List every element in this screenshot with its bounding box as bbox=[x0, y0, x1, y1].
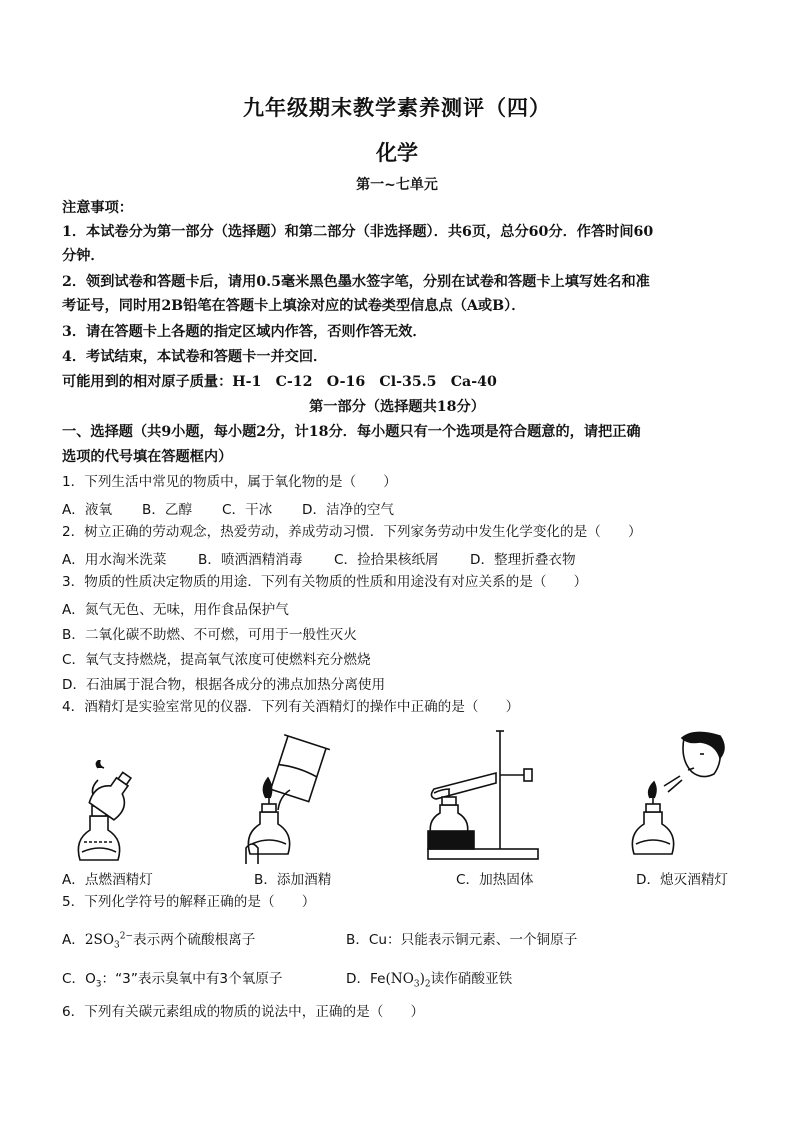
q3-option-c: C．氧气支持燃烧，提高氧气浓度可使燃料充分燃烧 bbox=[62, 652, 371, 668]
q4-option-b: B．添加酒精 bbox=[254, 872, 332, 888]
notice-item-2a: 2．领到试卷和答题卡后，请用0.5毫米黑色墨水签字笔，分别在试卷和答题卡上填写姓名和准 bbox=[62, 274, 650, 290]
q5-d-formula-sub1: 3 bbox=[413, 979, 420, 990]
q2-option-a: A．用水淘米洗菜 bbox=[62, 552, 167, 568]
q3-option-b: B．二氧化碳不助燃、不可燃，可用于一般性灭火 bbox=[62, 627, 357, 643]
q2-option-b: B．喷洒酒精消毒 bbox=[198, 552, 303, 568]
q5-a-formula-main: 2SO bbox=[84, 932, 115, 948]
q5-a-text: 表示两个硫酸根离子 bbox=[133, 932, 256, 948]
q5-c-label: C．O bbox=[62, 971, 96, 987]
notice-item-1a: 1．本试卷分为第一部分（选择题）和第二部分（非选择题）．共6页，总分60分．作答时间60 bbox=[62, 224, 654, 240]
q1-option-c: C．干冰 bbox=[222, 502, 273, 518]
q3-option-a: A．氮气无色、无味，用作食品保护气 bbox=[62, 602, 289, 618]
atomic-mass-line: 可能用到的相对原子质量：H-1 C-12 O-16 Cl-35.5 Ca-40 bbox=[62, 374, 497, 390]
figure-a-lighting-lamp bbox=[68, 760, 168, 864]
q1-option-b: B．乙醇 bbox=[142, 502, 193, 518]
part1-instruction-2: 选项的代号填在答题框内） bbox=[62, 449, 233, 465]
subject-title: 化学 bbox=[376, 140, 418, 165]
unit-range: 第一~七单元 bbox=[356, 177, 438, 193]
q5-d-formula-main: (NO bbox=[385, 971, 414, 987]
figure-b-adding-alcohol bbox=[240, 730, 340, 864]
q4-stem: 4．酒精灯是实验室常见的仪器．下列有关酒精灯的操作中正确的是（ ） bbox=[62, 699, 520, 715]
q5-c-text: ：“3”表示臭氧中有3个氧原子 bbox=[101, 971, 283, 987]
part1-heading: 第一部分（选择题共18分） bbox=[309, 399, 485, 415]
q5-d-label: D．Fe bbox=[346, 971, 386, 987]
q4-option-c: C．加热固体 bbox=[456, 872, 534, 888]
q5-d-formula bbox=[385, 971, 431, 990]
q6-stem: 6．下列有关碳元素组成的物质的说法中，正确的是（ ） bbox=[62, 1004, 425, 1020]
q4-option-d: D．熄灭酒精灯 bbox=[636, 872, 729, 888]
q1-option-a: A．液氧 bbox=[62, 502, 113, 518]
notice-item-1b: 分钟． bbox=[62, 248, 105, 264]
q5-a-label: A． bbox=[62, 932, 85, 948]
q5-a-formula-sup: 2− bbox=[119, 931, 134, 942]
q5-a-formula bbox=[84, 931, 134, 951]
q1-stem: 1．下列生活中常见的物质中，属于氧化物的是（ ） bbox=[62, 474, 397, 490]
q5-c-sub: 3 bbox=[95, 979, 102, 990]
notice-item-4: 4．考试结束，本试卷和答题卡一并交回． bbox=[62, 349, 328, 365]
figure-c-heating-solid bbox=[424, 727, 574, 863]
q5-option-d bbox=[346, 967, 512, 990]
q3-option-d: D．石油属于混合物，根据各成分的沸点加热分离使用 bbox=[62, 677, 386, 693]
q2-option-c: C．捡拾果核纸屑 bbox=[334, 552, 439, 568]
q3-stem: 3．物质的性质决定物质的用途．下列有关物质的性质和用途没有对应关系的是（ ） bbox=[62, 574, 588, 590]
q5-option-b: B．Cu：只能表示铜元素、一个铜原子 bbox=[346, 932, 578, 948]
notice-heading: 注意事项： bbox=[62, 200, 133, 216]
q2-stem: 2．树立正确的劳动观念，热爱劳动，养成劳动习惯．下列家务劳动中发生化学变化的是（ ） bbox=[62, 524, 642, 540]
notice-item-2b: 考证号，同时用2B铅笔在答题卡上填涂对应的试卷类型信息点（A或B）． bbox=[62, 298, 526, 314]
notice-item-3: 3．请在答题卡上各题的指定区域内作答，否则作答无效． bbox=[62, 324, 427, 340]
q5-a-formula-sub: 3 bbox=[114, 940, 120, 951]
part1-instruction-1: 一、选择题（共9小题，每小题2分，计18分．每小题只有一个选项是符合题意的，请把正确 bbox=[62, 424, 641, 440]
q5-d-formula-close: ) bbox=[419, 971, 425, 987]
exam-title: 九年级期末教学素养测评（四） bbox=[243, 95, 551, 120]
q2-option-d: D．整理折叠衣物 bbox=[470, 552, 576, 568]
q5-d-formula-sub2: 2 bbox=[424, 979, 431, 990]
q1-option-d: D．洁净的空气 bbox=[302, 502, 395, 518]
q5-d-text: 读作硝酸亚铁 bbox=[430, 971, 513, 987]
q5-option-c bbox=[62, 967, 282, 990]
figure-d-extinguishing-lamp bbox=[624, 730, 734, 864]
q4-option-a: A．点燃酒精灯 bbox=[62, 872, 153, 888]
q5-stem: 5．下列化学符号的解释正确的是（ ） bbox=[62, 894, 316, 910]
q5-option-a bbox=[62, 928, 255, 951]
